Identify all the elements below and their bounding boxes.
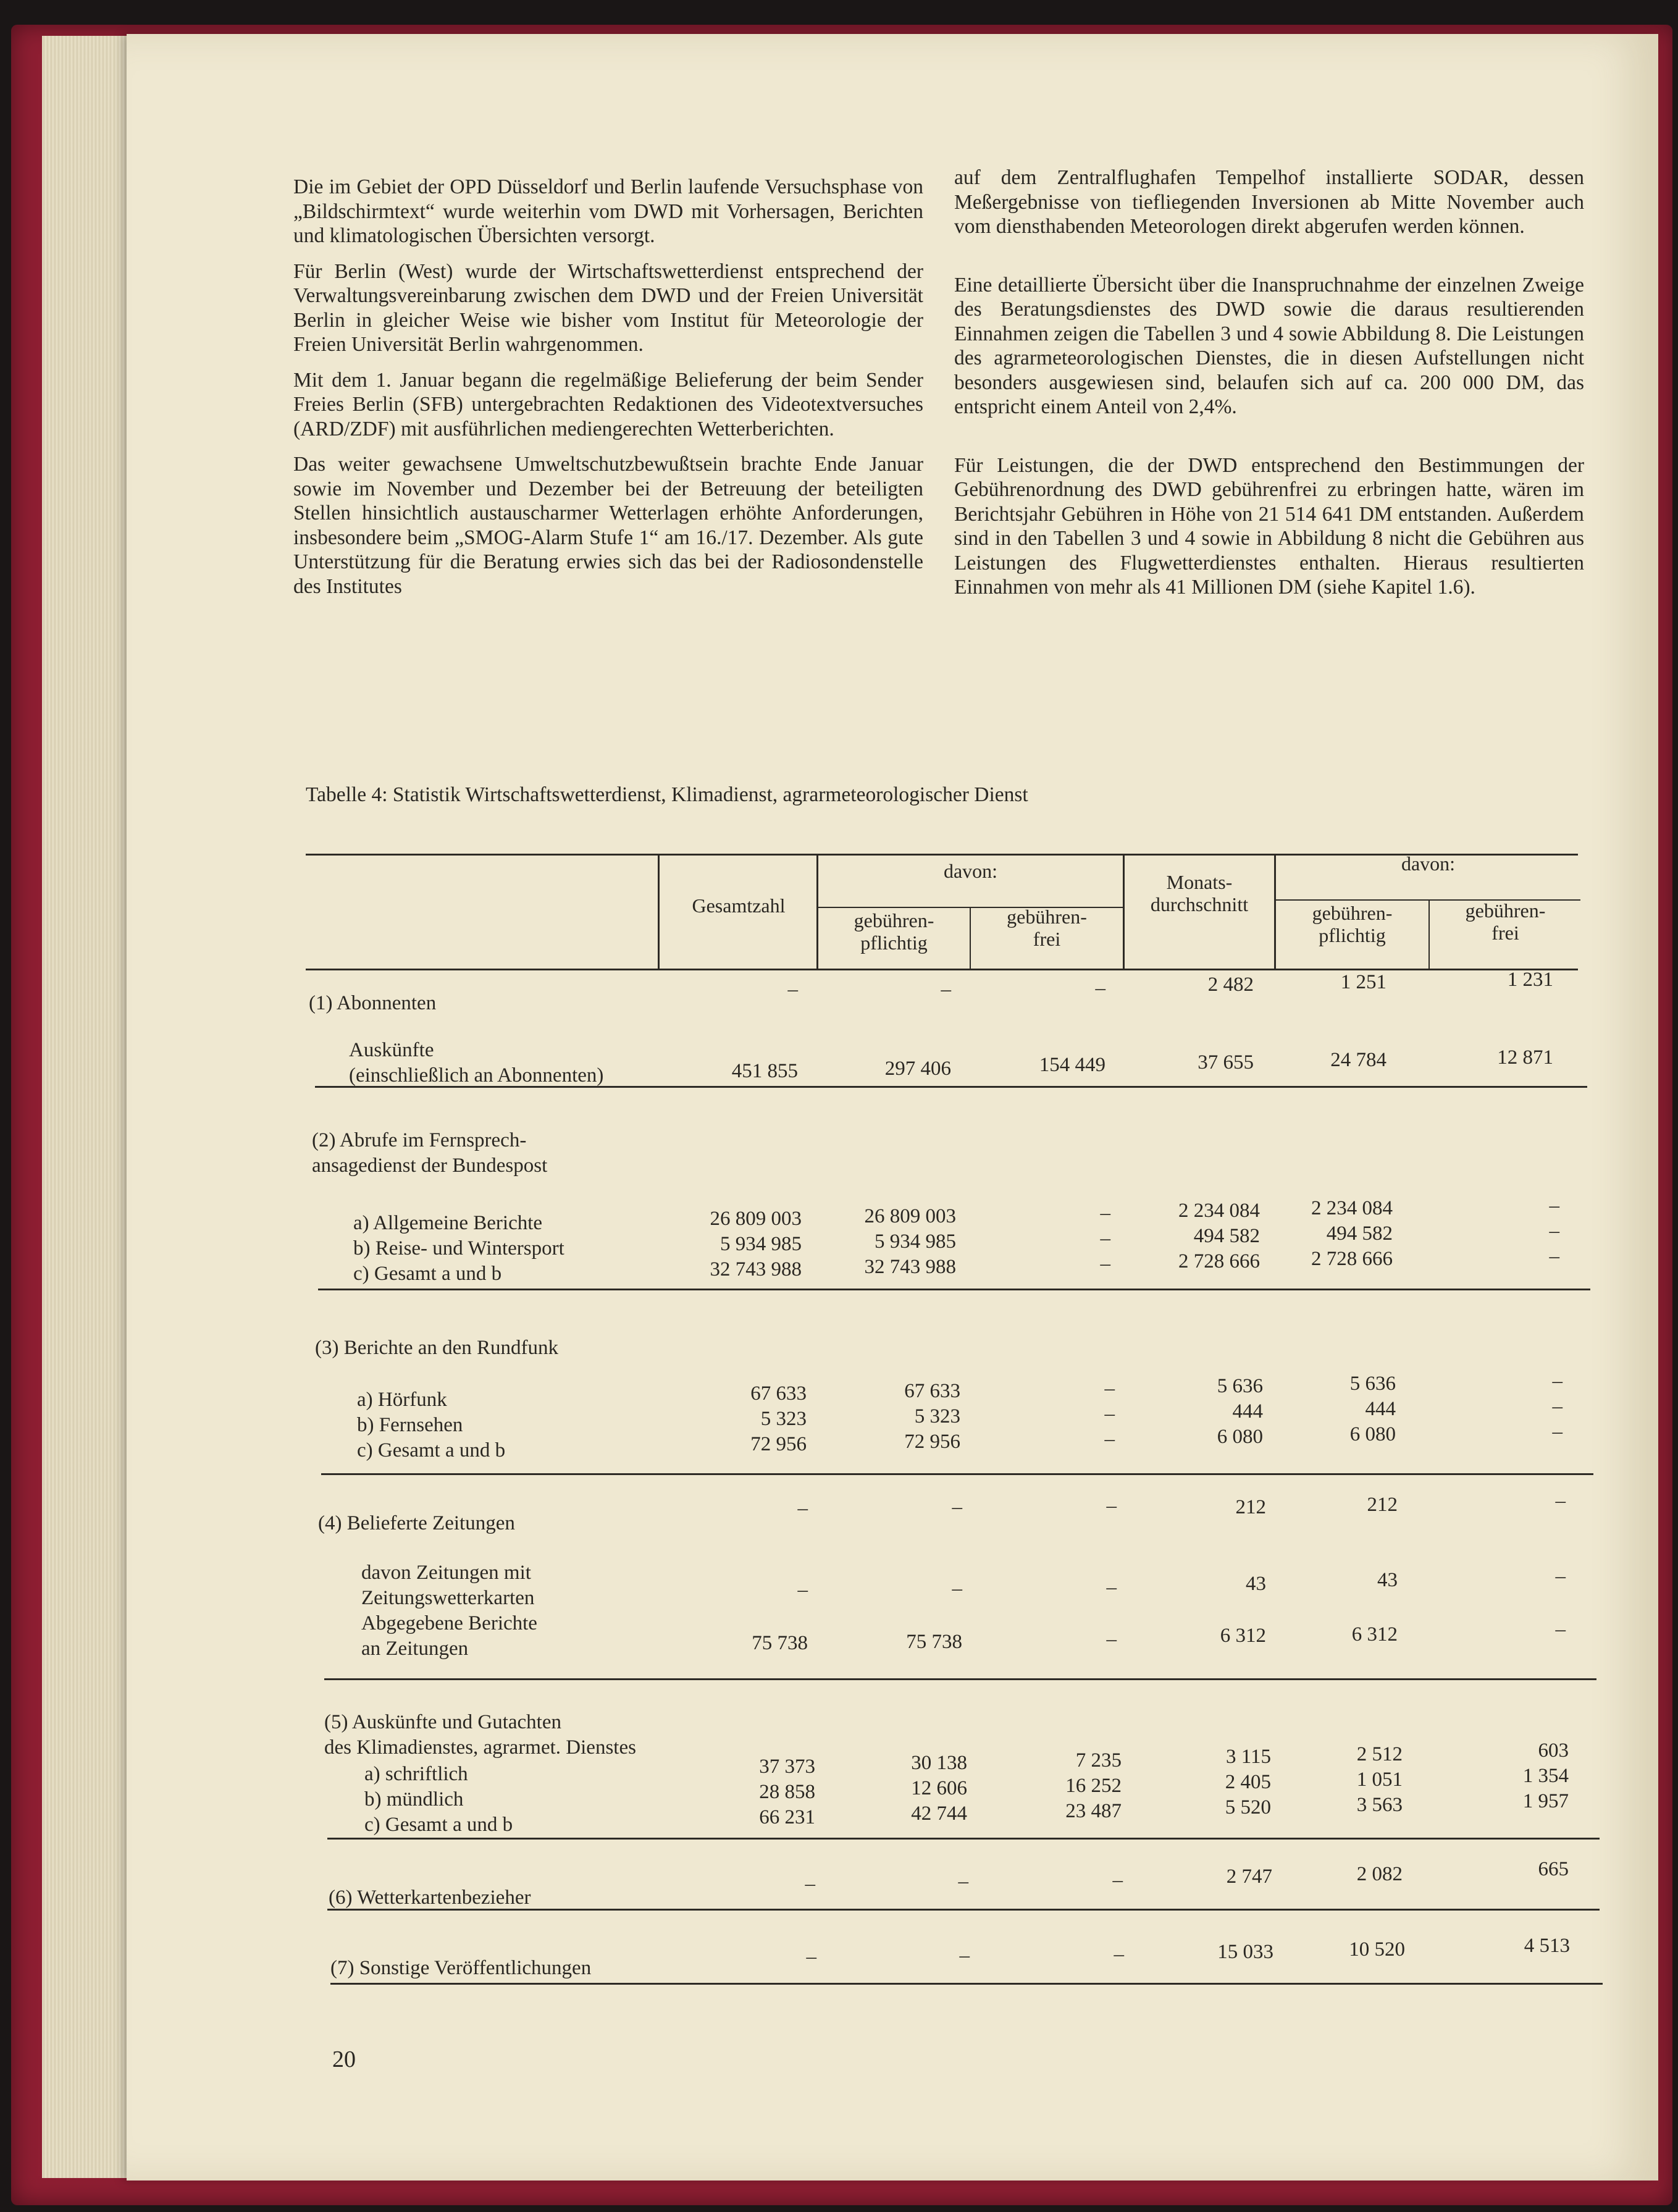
header-davon: davon: — [1401, 852, 1456, 875]
cell: 154 449 — [1039, 1054, 1105, 1076]
cell: – — [1106, 1495, 1117, 1517]
table-rule-bottom — [330, 1983, 1603, 1985]
cell: 67 633 5 323 72 956 — [750, 1382, 807, 1455]
row-labels: a) Allgemeine Berichte b) Reise- und Wintersport c) Gesamt a und b — [353, 1212, 564, 1285]
cell: 4 513 — [1524, 1935, 1570, 1957]
cell: – — [1555, 1490, 1566, 1512]
paragraph: Für Leistungen, die der DWD entsprechend den Bestimmungen der Gebührenordnung des DWD gebührenfrei zu erbringen hatte, wären im Berichtsjahr Gebühren in Höhe von 21 514 641 DM entstanden. Außerdem sind in den Tabellen 3 und 4 sowie in Abbildung 8 nicht die Gebühren aus Leistungen des Flugwetterdienstes enthalten. Hieraus resultierten Einnahmen von mehr als 41 Millionen DM (siehe Kapitel 1.6). — [954, 453, 1584, 599]
cell: 451 855 — [731, 1060, 798, 1082]
header-gesamtzahl: Gesamtzahl — [692, 894, 786, 917]
row-label: davon Zeitungen mit Zeitungswetterkarten — [361, 1562, 535, 1609]
cell: 665 — [1538, 1858, 1569, 1880]
cell: – – – — [1552, 1370, 1563, 1443]
cell: 26 809 003 5 934 985 32 743 988 — [864, 1205, 956, 1278]
section-rule — [321, 1473, 1593, 1475]
cell: 15 033 — [1217, 1941, 1273, 1963]
cell: 12 871 — [1497, 1046, 1553, 1069]
header-gebuehrenfrei: gebühren- frei — [1465, 899, 1546, 944]
section-heading: (3) Berichte an den Rundfunk — [315, 1337, 559, 1359]
cell: 43 — [1246, 1573, 1266, 1595]
row-labels: a) Hörfunk b) Fernsehen c) Gesamt a und b — [357, 1389, 506, 1461]
header-gebuehrenpflichtig: gebühren- pflichtig — [1312, 902, 1393, 946]
cell: – – – — [1104, 1377, 1115, 1450]
cell: 6 312 — [1351, 1623, 1398, 1646]
cell: 2 234 084 494 582 2 728 666 — [1178, 1200, 1260, 1272]
cell: – — [787, 978, 798, 1001]
header-gebuehrenfrei: gebühren- frei — [1007, 906, 1087, 950]
cell: 603 1 354 1 957 — [1522, 1739, 1569, 1812]
cell: – — [1555, 1565, 1566, 1588]
cell: 5 636 444 6 080 — [1349, 1373, 1396, 1445]
cell: 10 520 — [1349, 1938, 1405, 1961]
page-number: 20 — [332, 2046, 356, 2072]
cell: 7 235 16 252 23 487 — [1065, 1749, 1122, 1822]
cell: 2 082 — [1356, 1863, 1403, 1885]
cell: – – – — [1549, 1195, 1559, 1268]
cell: 37 655 — [1198, 1051, 1254, 1074]
cell: – — [941, 978, 951, 1001]
cell: 37 373 28 858 66 231 — [759, 1756, 815, 1828]
header-gebuehrenpflichtig: gebühren- pflichtig — [854, 909, 934, 954]
cell: 67 633 5 323 72 956 — [904, 1380, 960, 1453]
row-label: (7) Sonstige Veröffentlichungen — [330, 1957, 592, 1979]
row-label: Auskünfte (einschließlich an Abonnenten) — [349, 1039, 604, 1087]
row-label: Abgegebene Berichte an Zeitungen — [361, 1612, 537, 1660]
cell: 24 784 — [1330, 1049, 1386, 1071]
table-caption: Tabelle 4: Statistik Wirtschaftswetterdienst, Klimadienst, agrarmeteorologischer Dienst — [306, 783, 1028, 806]
paragraph: Für Berlin (West) wurde der Wirtschaftswetterdienst entsprechend der Verwaltungsvereinbarung zwischen dem DWD und der Freien Universität Berlin in gleicher Weise wie bisher vom Institut für Meteorologie der Freien Universität Berlin wahrgenommen. — [293, 259, 923, 356]
cell: 30 138 12 606 42 744 — [911, 1752, 967, 1825]
cell: 5 636 444 6 080 — [1217, 1375, 1263, 1448]
cell: – — [1114, 1943, 1124, 1966]
cell: – — [958, 1870, 968, 1893]
cell: – — [959, 1945, 970, 1967]
cell: 6 312 — [1220, 1625, 1266, 1647]
row-label: (4) Belieferte Zeitungen — [318, 1512, 515, 1534]
section-heading: (5) Auskünfte und Gutachten des Klimadienstes, agrarmet. Dienstes — [324, 1711, 636, 1759]
paragraph: Eine detaillierte Übersicht über die Inanspruchnahme der einzelnen Zweige des Beratungsdienstes des DWD sowie die daraus resultierenden Einnahmen zeigen die Tabellen 3 und 4 sowie Abbildung 8. Die Leistungen des agrarmeteorologischen Dienstes, die in diesen Aufstellungen nicht besonders ausgewiesen sind, belaufen sich auf ca. 200 000 DM, das entspricht einem Anteil von 2,4%. — [954, 273, 1584, 418]
section-rule — [327, 1838, 1600, 1840]
paragraph: Das weiter gewachsene Umweltschutzbewußtsein brachte Ende Januar sowie im November und Dezember bei der Betreuung der beteiligten Stellen hinsichtlich austauscharmer Wetterlagen erhöhte Anforderungen, insbesondere beim „SMOG-Alarm Stufe 1“ am 16./17. Dezember. Als gute Unterstützung für die Beratung erwies sich das bei der Radiosondenstelle des Institutes — [293, 453, 923, 598]
paragraph: auf dem Zentralflughafen Tempelhof installierte SODAR, dessen Meßergebnisse von tiefliegenden Inversionen ab Mitte November auch vom diensthabenden Meteorologen direkt abgerufen werden können. — [954, 166, 1584, 238]
cell: – — [1106, 1628, 1117, 1651]
cell: – — [805, 1873, 815, 1895]
cell: – — [797, 1579, 808, 1601]
section-rule — [324, 1678, 1596, 1680]
cell: 2 512 1 051 3 563 — [1356, 1743, 1403, 1816]
cell: 26 809 003 5 934 985 32 743 988 — [710, 1208, 802, 1281]
cell: – — [797, 1497, 808, 1520]
column-divider — [658, 854, 660, 969]
cell: 212 — [1235, 1496, 1266, 1518]
cell: – — [1555, 1618, 1566, 1641]
text-column-left — [293, 175, 923, 599]
cell: 2 747 — [1226, 1865, 1272, 1888]
cell: – — [1095, 977, 1105, 999]
cell: – — [806, 1946, 816, 1968]
text-column-right — [954, 166, 1584, 600]
cell: – — [1106, 1576, 1117, 1599]
cell: 1 251 — [1340, 971, 1386, 993]
paragraph: Die im Gebiet der OPD Düsseldorf und Berlin laufende Versuchsphase von „Bildschirmtext“ wurde weiterhin vom DWD mit Vorhersagen, Berichten und klimatologischen Übersichten versorgt. — [293, 175, 923, 247]
column-divider — [1428, 899, 1430, 969]
cell: 3 115 2 405 5 520 — [1225, 1746, 1271, 1819]
cell: 75 738 — [906, 1631, 962, 1653]
row-labels: a) schriftlich b) mündlich c) Gesamt a und b — [364, 1763, 513, 1836]
row-label: (6) Wetterkartenbezieher — [329, 1886, 531, 1909]
paragraph: Mit dem 1. Januar begann die regelmäßige Belieferung der beim Sender Freies Berlin (SFB) untergebrachten Redaktionen des Videotextversuches (ARD/ZDF) mit ausführlichen mediengerechten Wetterberichten. — [293, 368, 923, 440]
cell: 2 482 — [1207, 974, 1254, 996]
cell: 2 234 084 494 582 2 728 666 — [1311, 1197, 1393, 1270]
section-heading: (2) Abrufe im Fernsprech- ansagedienst der Bundespost — [312, 1129, 548, 1177]
cell: – — [952, 1496, 962, 1518]
row-label: (1) Abonnenten — [309, 992, 437, 1014]
cell: 297 406 — [884, 1058, 951, 1080]
cell: 75 738 — [752, 1632, 808, 1654]
cell: 43 — [1377, 1569, 1398, 1591]
table-rule-header — [306, 969, 1578, 970]
cell: – — [952, 1578, 962, 1600]
cell: – – – — [1100, 1202, 1110, 1275]
section-rule — [318, 1289, 1590, 1290]
header-monatsdurchschnitt: Monats- durchschnitt — [1150, 871, 1249, 915]
cell: 212 — [1367, 1494, 1398, 1516]
cell: 1 231 — [1507, 969, 1553, 991]
header-davon: davon: — [943, 860, 998, 882]
cell: – — [1112, 1869, 1123, 1891]
